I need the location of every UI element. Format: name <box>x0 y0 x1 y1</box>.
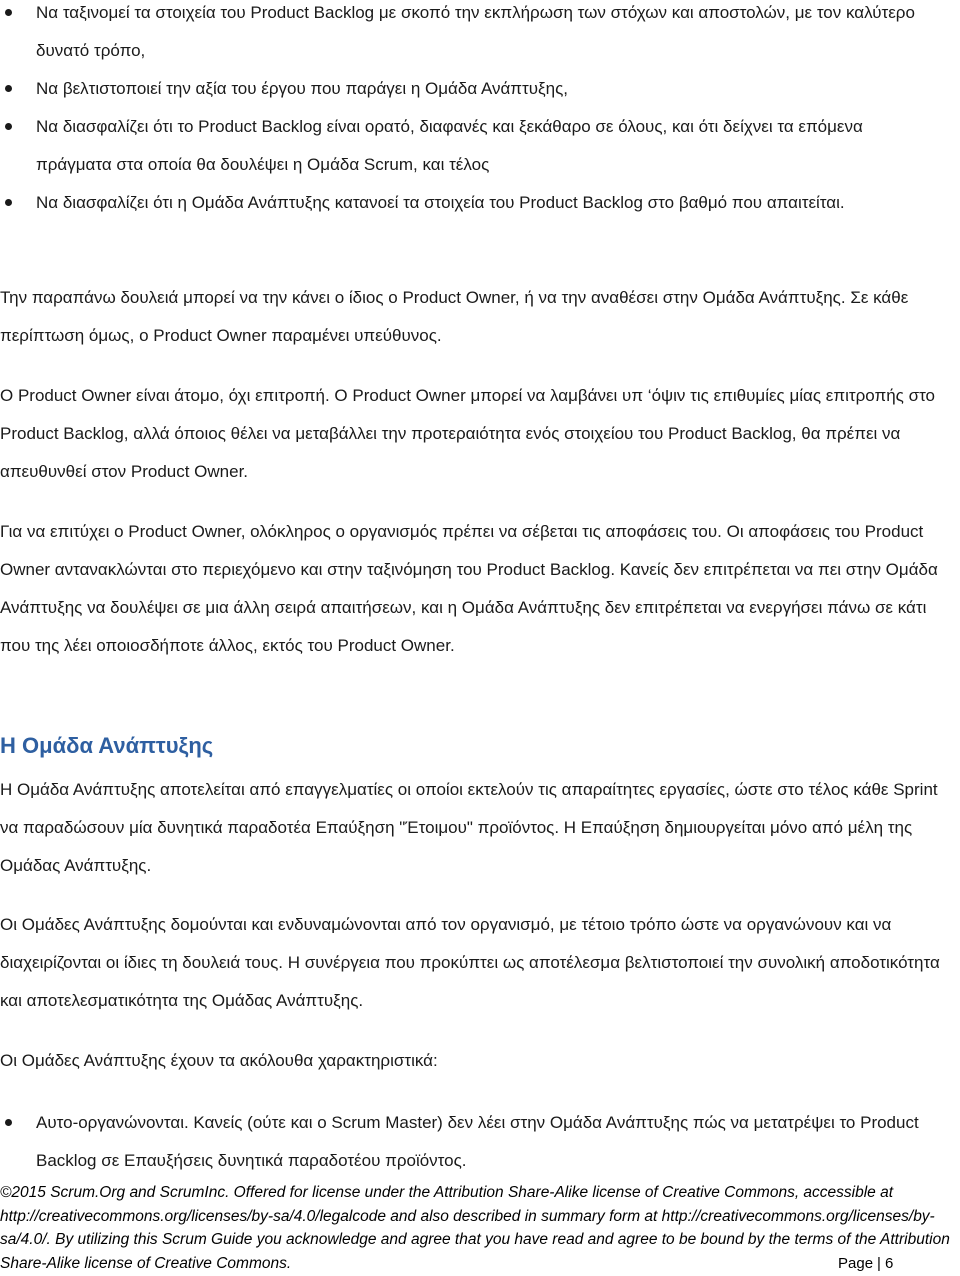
paragraph-dev-team-definition: Η Ομάδα Ανάπτυξης αποτελείται από επαγγελματίες οι οποίοι εκτελούν τις απαραίτητες εργασίες, ώστε στο τέλος κάθε Sprint να παραδώσουν μία δυνητικά παραδοτέα Επαύξηση "Έτοιμου" προϊόντος. Η Επαύξηση δημιουργείται μόνο από μέλη της Ομάδας Ανάπτυξης. <box>0 780 938 875</box>
top-bullet-list <box>0 0 936 222</box>
paragraph-delegation: Την παραπάνω δουλειά μπορεί να την κάνει ο ίδιος ο Product Owner, ή να την αναθέσει στην Ομάδα Ανάπτυξης. Σε κάθε περίπτωση όμως, ο Product Owner παραμένει υπεύθυνος. <box>0 288 909 345</box>
page-footer <box>0 1181 958 1275</box>
list-item: Να διασφαλίζει ότι η Ομάδα Ανάπτυξης κατανοεί τα στοιχεία του Product Backlog στο βαθμό που απαιτείται. <box>0 184 936 222</box>
section-heading: Η Ομάδα Ανάπτυξης <box>0 733 214 758</box>
list-item: Να βελτιστοποιεί την αξία του έργου που παράγει η Ομάδα Ανάπτυξης, <box>0 70 936 108</box>
bottom-bullet-list <box>0 1104 936 1180</box>
paragraph-dev-team-structure: Οι Ομάδες Ανάπτυξης δομούνται και ενδυναμώνονται από τον οργανισμό, με τέτοιο τρόπο ώστε να οργανώνουν και να διαχειρίζονται οι ίδιες τη δουλειά τους. Η συνέργεια που προκύπτει ως αποτέλεσμα βελτιστοποιεί την συνολική αποδοτικότητα και αποτελεσματικότητα της Ομάδας Ανάπτυξης. <box>0 915 940 1010</box>
paragraph-characteristics-intro: Οι Ομάδες Ανάπτυξης έχουν τα ακόλουθα χαρακτηριστικά: <box>0 1051 438 1070</box>
paragraph-person-not-committee: Ο Product Owner είναι άτομο, όχι επιτροπή. Ο Product Owner μπορεί να λαμβάνει υπ ‘όψιν τις επιθυμίες μίας επιτροπής στο Product Backlog, αλλά όποιος θέλει να μεταβάλλει την προτεραιότητα ενός στοιχείου του Product Backlog, θα πρέπει να απευθυνθεί στον Product Owner. <box>0 386 935 481</box>
license-text: ©2015 Scrum.Org and ScrumInc. Offered for license under the Attribution Share-Alike license of Creative Commons, accessible at http://creativecommons.org/licenses/by-sa/4.0/legalcode and also described in summary form at http://creativecommons.org/licenses/by-sa/4.0/. By utilizing this Scrum Guide you acknowledge and agree that you have read and agree to be bound by the terms of the Attribution Share-Alike license of Creative Commons. <box>0 1184 950 1272</box>
page-number: 6 <box>884 1255 894 1272</box>
page-number-label <box>838 1252 893 1276</box>
list-item: Να διασφαλίζει ότι το Product Backlog είναι ορατό, διαφανές και ξεκάθαρο σε όλους, και ότι δείχνει τα επόμενα πράγματα στα οποία θα δουλέψει η Ομάδα Scrum, και τέλος <box>0 108 936 184</box>
paragraph-respect-decisions: Για να επιτύχει ο Product Owner, ολόκληρος ο οργανισμός πρέπει να σέβεται τις αποφάσεις του. Οι αποφάσεις του Product Owner αντανακλώνται στο περιεχόμενο και στην ταξινόμηση του Product Backlog. Κανείς δεν επιτρέπεται να πει στην Ομάδα Ανάπτυξης να δουλέψει σε μια άλλη σειρά απαιτήσεων, και η Ομάδα Ανάπτυξης δεν επιτρέπεται να ενεργήσει πάνω σε κάτι που της λέει οποιοσδήποτε άλλος, εκτός του Product Owner. <box>0 522 938 655</box>
page-word: Page <box>838 1255 874 1272</box>
list-item: Να ταξινομεί τα στοιχεία του Product Backlog με σκοπό την εκπλήρωση των στόχων και αποστολών, με τον καλύτερο δυνατό τρόπο, <box>0 0 936 70</box>
list-item: Αυτο-οργανώνονται. Κανείς (ούτε και ο Scrum Master) δεν λέει στην Ομάδα Ανάπτυξης πώς να μετατρέψει το Product Backlog σε Επαυξήσεις δυνητικά παραδοτέου προϊόντος. <box>0 1104 936 1180</box>
page-separator: | <box>877 1255 881 1272</box>
